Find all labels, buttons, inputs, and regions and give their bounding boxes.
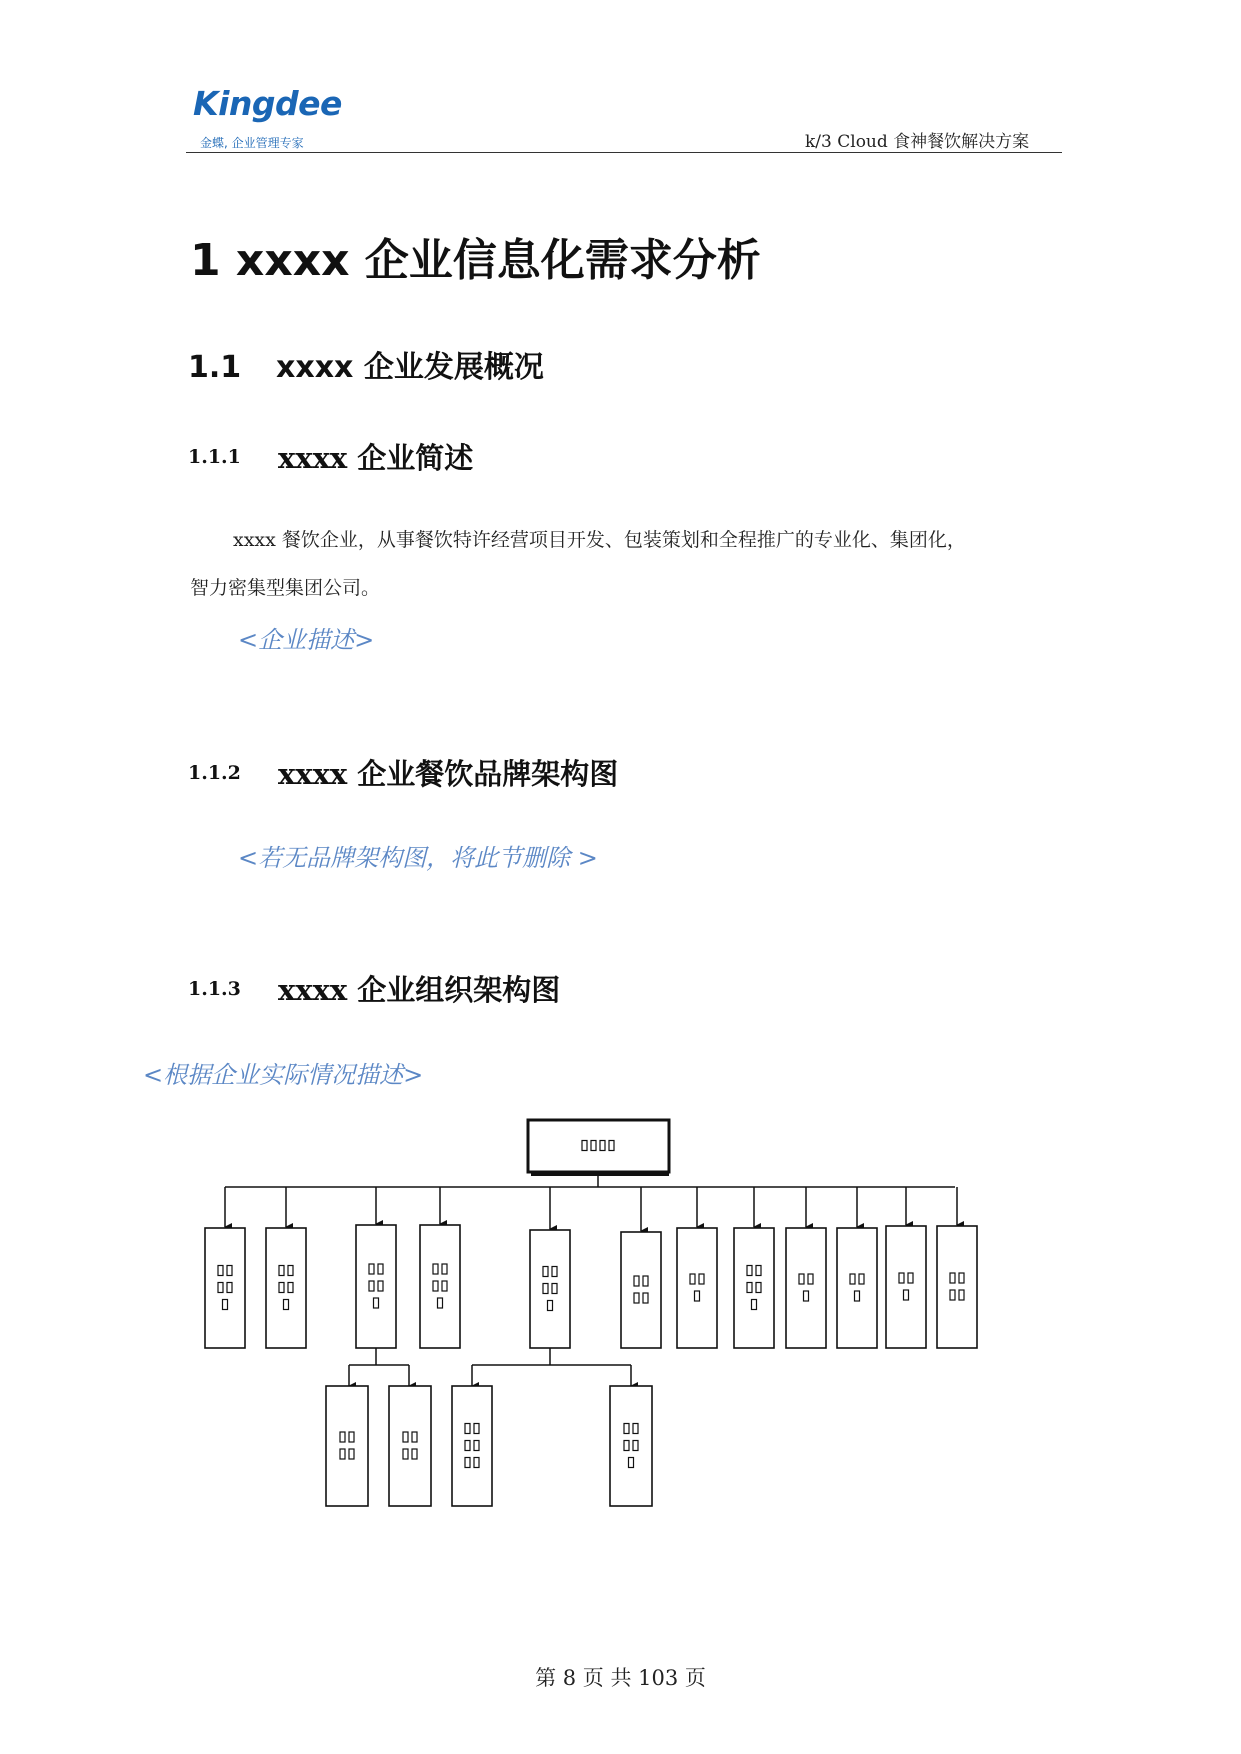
company-description-line2: 智力密集型集团公司。	[190, 577, 381, 599]
subsection-number: 1.1.2	[188, 762, 241, 784]
org-dept-box	[677, 1228, 717, 1348]
page-number: 第 8 页 共 103 页	[535, 1666, 706, 1690]
placeholder-hint: <企业描述>	[238, 626, 375, 654]
org-dept-box	[530, 1230, 570, 1348]
placeholder-hint: <根据企业实际情况描述>	[143, 1061, 424, 1089]
org-dept-box	[420, 1225, 460, 1348]
org-subunit-box	[389, 1386, 431, 1506]
org-dept-box	[837, 1228, 877, 1348]
org-dept-box	[356, 1225, 396, 1348]
logo-tagline: 金蝶, 企业管理专家	[200, 136, 304, 150]
subsection-number: 1.1.1	[188, 446, 241, 468]
org-dept-box	[937, 1226, 977, 1348]
chapter-heading: 1 xxxx 企业信息化需求分析	[190, 235, 761, 286]
kingdee-logo: Kingdee	[193, 84, 342, 123]
org-root-box	[528, 1120, 669, 1172]
org-dept-box	[886, 1226, 926, 1348]
subsection-title: xxxx 企业餐饮品牌架构图	[278, 757, 619, 791]
section-number: 1.1	[188, 350, 242, 385]
org-dept-box	[205, 1228, 245, 1348]
org-subunit-box	[610, 1386, 652, 1506]
document-title: k/3 Cloud 食神餐饮解决方案	[805, 132, 1030, 152]
subsection-title: xxxx 企业组织架构图	[278, 973, 561, 1007]
org-subunit-box	[326, 1386, 368, 1506]
subsection-title: xxxx 企业简述	[278, 441, 474, 475]
section-title: xxxx 企业发展概况	[276, 350, 544, 385]
company-description-line1: xxxx 餐饮企业，从事餐饮特许经营项目开发、包装策划和全程推广的专业化、集团化，	[233, 529, 966, 551]
subsection-number: 1.1.3	[188, 978, 241, 1000]
org-dept-box	[621, 1232, 661, 1348]
org-subunit-box	[452, 1386, 492, 1506]
placeholder-hint: <若无品牌架构图，将此节删除 >	[238, 844, 598, 872]
org-dept-box	[266, 1228, 306, 1348]
org-dept-box	[786, 1228, 826, 1348]
org-dept-box	[734, 1228, 774, 1348]
org-root-shadow	[531, 1173, 669, 1176]
